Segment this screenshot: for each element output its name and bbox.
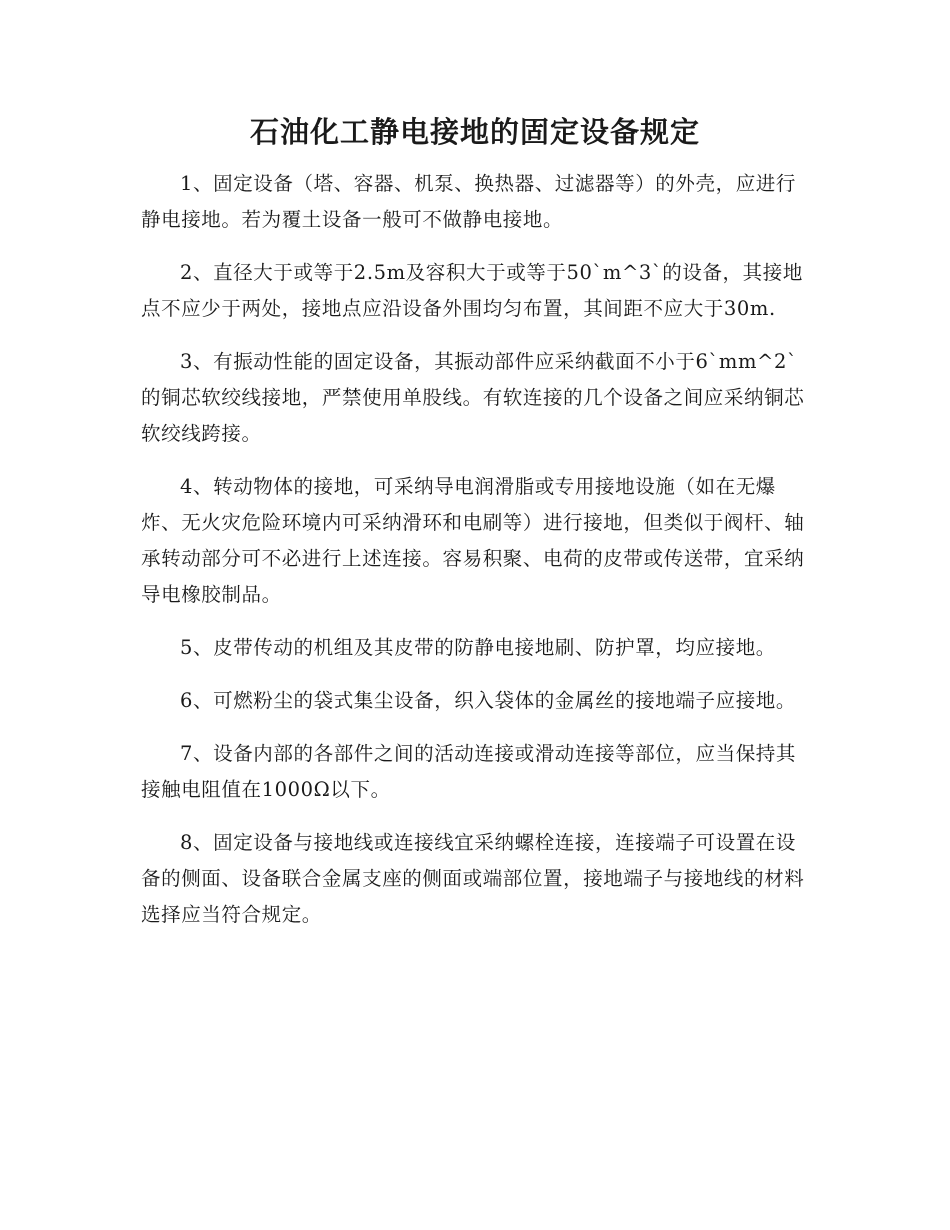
paragraph-3: 3、有振动性能的固定设备，其振动部件应采纳截面不小于6`mm^2`的铜芯软绞线接地，严禁使用单股线。有软连接的几个设备之间应采纳铜芯软绞线跨接。 [141,350,805,445]
paragraph-4: 4、转动物体的接地，可采纳导电润滑脂或专用接地设施（如在无爆炸、无火灾危险环境内可采纳滑环和电刷等）进行接地，但类似于阀杆、轴承转动部分可不必进行上述连接。容易积聚、电荷的皮带或传送带，宜采纳导电橡胶制品。 [141,475,805,606]
paragraph-7: 7、设备内部的各部件之间的活动连接或滑动连接等部位，应当保持其接触电阻值在1000Ω以下。 [141,742,797,801]
paragraph-1: 1、固定设备（塔、容器、机泵、换热器、过滤器等）的外壳，应进行静电接地。若为覆土设备一般可不做静电接地。 [141,172,797,231]
paragraph-2: 2、直径大于或等于2.5m及容积大于或等于50`m^3`的设备，其接地点不应少于两处，接地点应沿设备外围均匀布置，其间距不应大于30m. [141,261,803,320]
document-body [141,166,813,950]
page-title: 石油化工静电接地的固定设备规定 [249,115,700,149]
paragraph-8: 8、固定设备与接地线或连接线宜采纳螺栓连接，连接端子可设置在设备的侧面、设备联合金属支座的侧面或端部位置，接地端子与接地线的材料选择应当符合规定。 [141,831,805,926]
paragraph-6: 6、可燃粉尘的袋式集尘设备，织入袋体的金属丝的接地端子应接地。 [180,689,797,712]
paragraph-5: 5、皮带传动的机组及其皮带的防静电接地刷、防护罩，均应接地。 [180,636,776,659]
